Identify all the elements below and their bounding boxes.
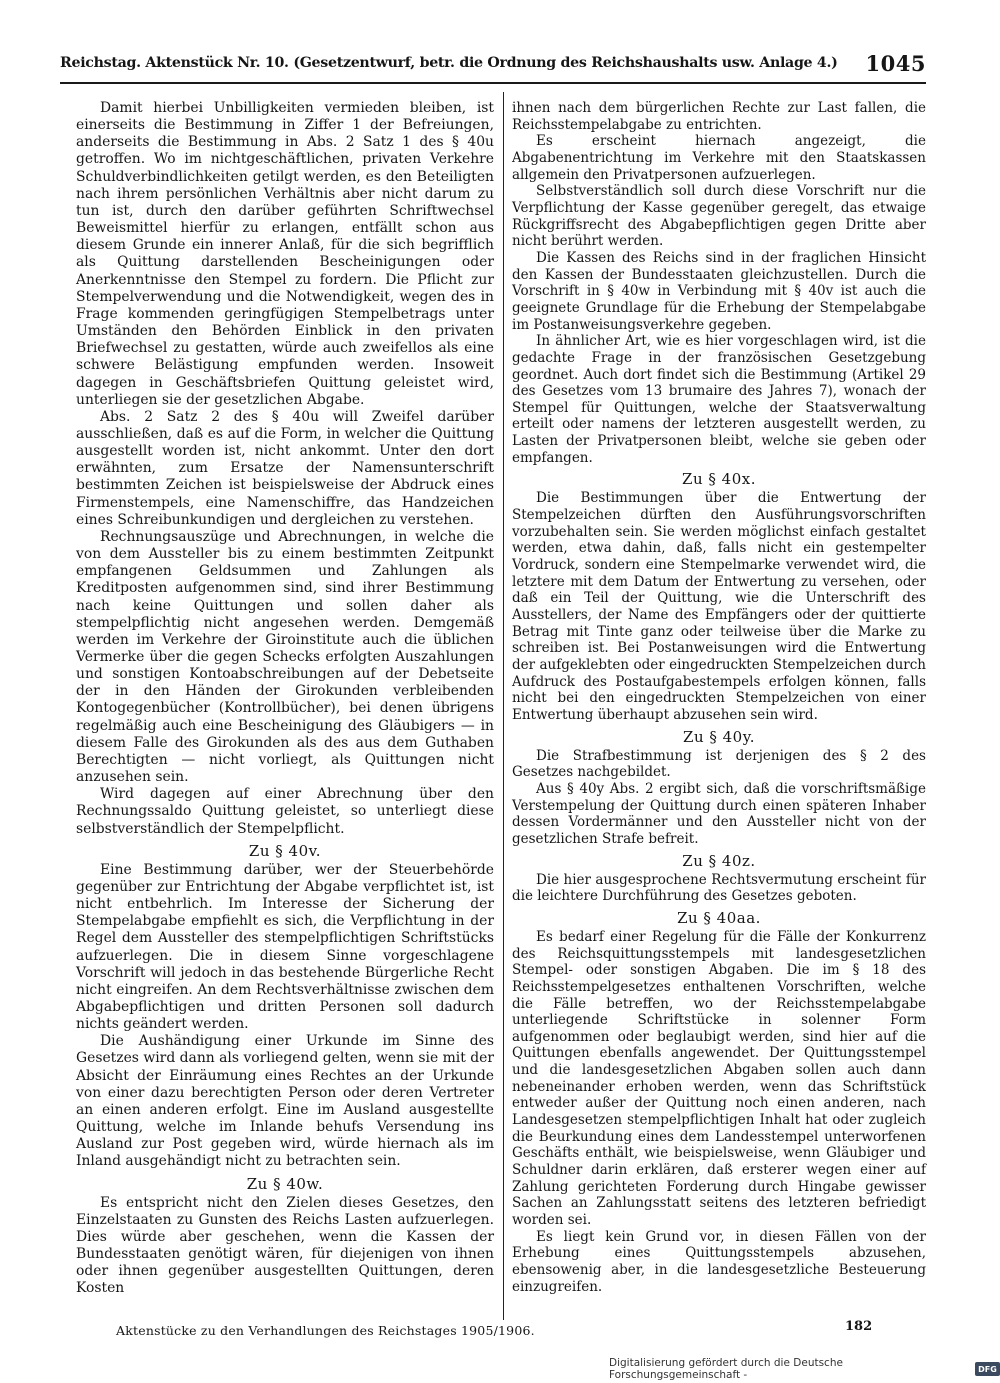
header-title: Reichstag. Aktenstück Nr. 10. (Gesetzentwurf, betr. die Ordnung des Reichshaushalts usw. Anlage 4.) [60, 55, 838, 71]
page-number: 1045 [865, 50, 926, 76]
paragraph: In ähnlicher Art, wie es hier vorgeschlagen wird, ist die gedachte Frage in der französischen Gesetzgebung geordnet. Auch dort findet sich die Bestimmung (Artikel 29 des Gesetzes vom 13 brumaire des Jahres 7), wonach der Stempel für Quittungen, welche der Staatsverwaltung erteilt oder namens der letzteren ausgestellt werden, zu Lasten der Privatpersonen bleibt, welche sie geben oder empfangen. [512, 333, 926, 466]
section-heading: Zu § 40y. [683, 727, 755, 746]
paragraph: Die Aushändigung einer Urkunde im Sinne des Gesetzes wird dann als vorliegend gelten, wenn sie mit der Absicht der Einräumung eines Rechtes an der Urkunde von einer dazu berechtigten Person oder deren Vertreter an einen anderen erfolgt. Eine im Ausland ausgestellte Quittung, welche im Inlande behufs Versendung ins Ausland zur Post gegeben wird, würde hiernach als im Inland ausgehändigt nicht zu betrachten sein. [76, 1033, 494, 1170]
right-column [512, 100, 926, 1295]
page-header [60, 44, 926, 84]
paragraph: Wird dagegen auf einer Abrechnung über den Rechnungssaldo Quittung geleistet, so unterliegt diese selbstverständlich der Stempelpflicht. [76, 786, 494, 837]
paragraph: Aus § 40y Abs. 2 ergibt sich, daß die vorschriftsmäßige Verstempelung der Quittung durch einen späteren Inhaber dessen Vordermänner und den Aussteller nicht von der gesetzlichen Strafe befreit. [512, 780, 926, 847]
paragraph: Es liegt kein Grund vor, in diesen Fällen von der Erhebung eines Quittungsstempels abzusehen, ebensowenig aber, in die landesgesetzliche Besteuerung einzugreifen. [512, 1228, 926, 1295]
section-heading: Zu § 40z. [682, 851, 756, 870]
column-divider [503, 92, 504, 1320]
paragraph: Die hier ausgesprochene Rechtsvermutung erscheint für die leichtere Durchführung des Gesetzes geboten. [512, 871, 926, 905]
paragraph: Es entspricht nicht den Zielen dieses Gesetzes, den Einzelstaaten zu Gunsten des Reichs Lasten aufzuerlegen. Dies würde aber geschehen, wenn die Kassen der Bundesstaaten genötigt wären, für diejenigen von ihnen oder ihnen gegenüber ausgestellten Quittungen, deren Kosten [76, 1194, 494, 1297]
left-column [76, 100, 494, 1297]
paragraph: Abs. 2 Satz 2 des § 40u will Zweifel darüber ausschließen, daß es auf die Form, in welcher die Quittung ausgestellt worden ist, nicht ankommt. Unter den dort erwähnten, zum Ersatze der Namensunterschrift bestimmten Zeichen ist beispielsweise der Abdruck eines Firmenstempels, eine Namenschiffre, das Handzeichen eines Schreibunkundigen und dergleichen zu verstehen. [76, 408, 494, 528]
paragraph: Die Bestimmungen über die Entwertung der Stempelzeichen dürften den Ausführungsvorschriften vorzubehalten sein. Sie werden möglichst einfach gestaltet werden, etwa dahin, daß, falls nicht ein gestempelter Vordruck, sondern eine Stempelmarke verwendet wird, die letztere mit dem Datum der Entwertung zu versehen, oder daß ein Teil der Quittung, wie die Unterschrift des Ausstellers, der Name des Empfängers oder der quittierte Betrag mit Tinte ganz oder teilweise über die Marke zu schreiben ist. Bei Postanweisungen wird die Entwertung der aufgeklebten oder eingedruckten Stempelzeichen durch Aufdruck des Postaufgabestempels erfolgen können, falls nicht bei den eingedruckten Stempelzeichen von einer Entwertung überhaupt abzusehen sein wird. [512, 490, 926, 723]
section-heading: Zu § 40x. [682, 470, 756, 489]
paragraph: Eine Bestimmung darüber, wer der Steuerbehörde gegenüber zur Entrichtung der Abgabe verpflichtet ist, ist nicht entbehrlich. Im Interesse der Sicherung der Stempelabgabe empfiehlt es sich, die Verpflichtung in der Regel dem Aussteller des stempelpflichtigen Schriftstücks aufzuerlegen. Die in diesem Sinne vorgeschlagene Vorschrift will jedoch in das bestehende Bürgerliche Recht nicht eingreifen. An dem Rechtsverhältnisse zwischen dem Abgabepflichtigen und dritten Personen soll dadurch nichts geändert werden. [76, 861, 494, 1033]
section-heading: Zu § 40w. [246, 1174, 324, 1193]
sheet-number: 182 [845, 1319, 873, 1334]
paragraph: Die Strafbestimmung ist derjenigen des § 2 des Gesetzes nachgebildet. [512, 747, 926, 781]
section-heading: Zu § 40v. [248, 841, 322, 860]
paragraph: Es erscheint hiernach angezeigt, die Abgabenentrichtung im Verkehre mit den Staatskassen allgemein den Privatpersonen aufzuerlegen. [512, 133, 926, 183]
paragraph: Die Kassen des Reichs sind in der fraglichen Hinsicht den Kassen der Bundesstaaten gleichzustellen. Durch die Vorschrift in § 40w in Verbindung mit § 40v ist auch die geeignete Grundlage für die Erhebung der Stempelabgabe im Postanweisungsverkehre gegeben. [512, 249, 926, 333]
paragraph: Rechnungsauszüge und Abrechnungen, in welche die von dem Aussteller bis zu einem bestimmten Zeitpunkt empfangenen Geldsummen und Zahlungen als Kreditposten aufgenommen sind, sind ihrer Bestimmung nach keine Quittungen und sollen daher als stempelpflichtig nicht angesehen werden. Demgemäß werden im Verkehre der Giroinstitute auch die üblichen Vermerke über die gegen Schecks erfolgten Auszahlungen und sonstigen Kontoabschreibungen auf der Debetseite der in den Händen der Girokunden verbleibenden Kontogegenbücher (Kontrollbücher), bei denen übrigens regelmäßig auch eine Bescheinigung des Gläubigers — in diesem Falle des Girokunden als des aus dem Guthaben Berechtigten — nicht vorliegt, als Quittungen nicht anzusehen sein. [76, 528, 494, 786]
section-heading: Zu § 40aa. [677, 908, 761, 927]
footer-source: Aktenstücke zu den Verhandlungen des Reichstages 1905/1906. [116, 1323, 535, 1338]
paragraph: Damit hierbei Unbilligkeiten vermieden bleiben, ist einerseits die Bestimmung in Ziffer 1 der Befreiungen, anderseits die Bestimmung in Abs. 2 Satz 1 des § 40u getroffen. Wo im nichtgeschäftlichen, privaten Verkehre Schuldverbindlichkeiten getilgt werden, es den Beteiligten nach ihrem persönlichen Verhältnis aber nicht darum zu tun ist, durch den darüber geführten Schriftwechsel Beweismittel hierfür zu erlangen, entfällt schon aus diesem Grunde ein innerer Anlaß, für die sich begrifflich als Quittung darstellenden Bescheinigungen oder Anerkenntnisse den Stempel zu fordern. Die Pflicht zur Stempelverwendung und die Notwendigkeit, wegen des in Frage kommenden geringfügigen Stempelbetrags unter Umständen den Behörden Einblick in den privaten Briefwechsel zu gestatten, würde auch zweifellos als eine schwere Belästigung empfunden werden. Insoweit dagegen in Geschäftsbriefen Quittung geleistet wird, unterliegen sie der gesetzlichen Abgabe. [76, 100, 494, 408]
digitization-note [609, 1357, 1000, 1381]
paragraph: Selbstverständlich soll durch diese Vorschrift nur die Verpflichtung der Kasse gegenüber geregelt, das etwaige Rückgriffsrecht des Abgabepflichtigen gegen Dritte aber nicht berührt werden. [512, 183, 926, 250]
paragraph: Es bedarf einer Regelung für die Fälle der Konkurrenz des Reichsquittungsstempels mit landesgesetzlichen Stempel- oder sonstigen Abgaben. Die im § 18 des Reichsstempelgesetzes enthaltenen Vorschriften, welche die Fälle betreffen, wo der Reichsstempelabgabe unterliegende Schriftstücke in solenner Form aufgenommen oder beglaubigt werden, sind hier auf die Quittungen ebenfalls angewendet. Der Quittungsstempel und die landesgesetzlichen Abgaben sollen auch dann nebeneinander erhoben werden, wenn das Schriftstück entweder außer der Quittung noch einen anderen, nach Landesgesetzen stempelpflichtigen Inhalt hat oder zugleich die Beurkundung eines dem Landesstempel unterworfenen Geschäfts enthält, wie beispielsweise, wenn Gläubiger und Schuldner darin erklären, daß ersterer wegen einer auf Zahlung gerichteten Forderung durch Hingabe gewisser Sachen an Zahlungsstatt seitens des letzteren befriedigt worden sei. [512, 928, 926, 1229]
paragraph: ihnen nach dem bürgerlichen Rechte zur Last fallen, die Reichsstempelabgabe zu entrichten. [512, 100, 926, 133]
digitization-text: Digitalisierung gefördert durch die Deutsche Forschungsgemeinschaft - [609, 1357, 843, 1381]
dfg-logo-icon: DFG [975, 1362, 1000, 1376]
